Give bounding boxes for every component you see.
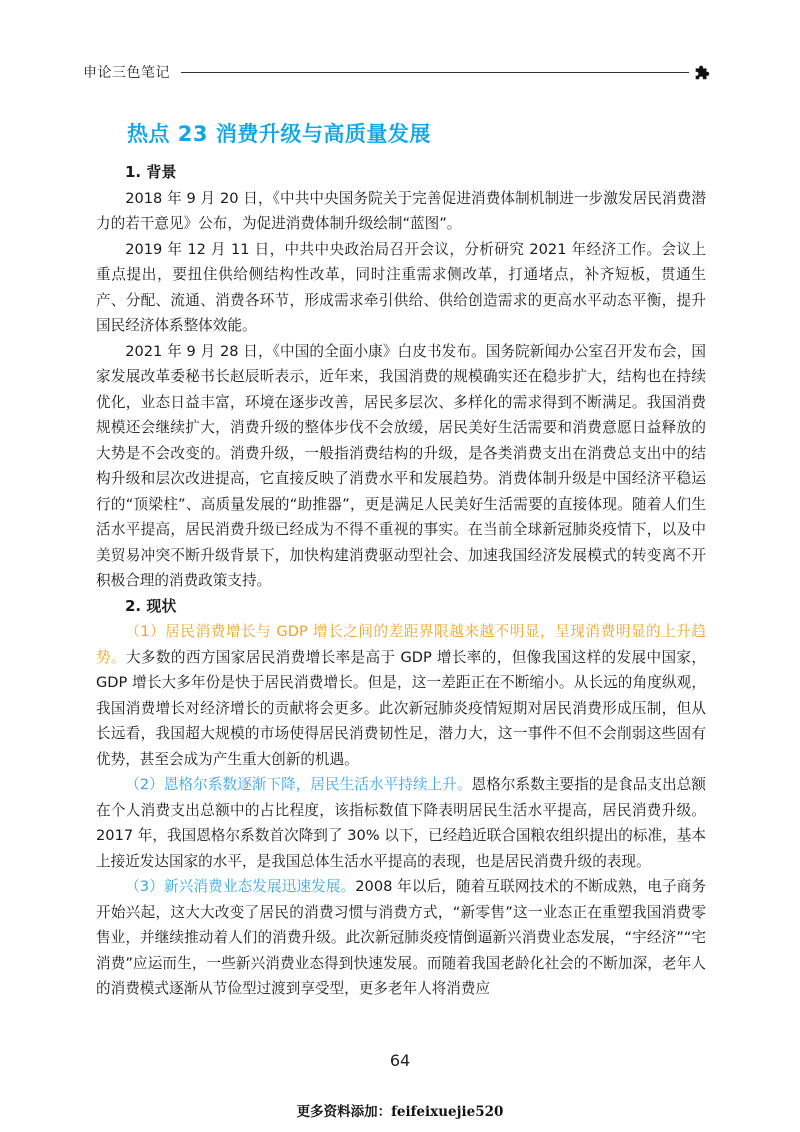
status-item-2-highlight: （2）恩格尔系数逐渐下降，居民生活水平持续上升。 [125,776,472,793]
status-item-1-highlight: （1）居民消费增长与 GDP 增长之间的差距界限越来越不明显，呈现消费明显的上升趋势。 [96,623,706,666]
section-heading-background: 1. 背景 [125,163,177,181]
footer-note: 更多资料添加：feifeixuejie520 [296,1104,504,1120]
status-item-1 [96,619,706,772]
paragraph: 2019 年 12 月 11 日，中共中央政治局召开会议，分析研究 2021 年经济工作。会议上重点提出，要扭住供给侧结构性改革，同时注重需求侧改革，打通堵点，补齐短板，贯通生产、分配、流通、消费各环节，形成需求牵引供给、供给创造需求的更高水平动态平衡，提升国民经济体系整体效能。 [96,240,706,334]
puzzle-icon [693,63,711,81]
status-item-3-highlight: （3）新兴消费业态发展迅速发展。 [125,878,356,895]
page-number: 64 [389,1051,411,1070]
status-item-1-text: 大多数的西方国家居民消费增长率是高于 GDP 增长率的，但像我国这样的发展中国家，GDP 增长大多年份是快于居民消费增长。但是，这一差距正在不断缩小。从长远的角度纵观，我国消费增长对经济增长的贡献将会更多。此次新冠肺炎疫情短期对居民消费形成压制，但从长远看，我国超大规模的市场使得居民消费韧性足，潜力大，这一事件不但不会削弱这些固有优势，甚至会成为产生重大创新的机遇。 [96,648,706,768]
header-title: 申论三色笔记 [83,65,170,81]
paragraph: 2021 年 9 月 28 日，《中国的全面小康》白皮书发布。国务院新闻办公室召开发布会，国家发展改革委秘书长赵辰昕表示，近年来，我国消费的规模确实还在稳步扩大，结构也在持续优化，业态日益丰富，环境在逐步改善，居民多层次、多样化的需求得到不断满足。我国消费规模还会继续扩大，消费升级的整体步伐不会放缓，居民美好生活需要和消费意愿日益释放的大势是不会改变的。消费升级，一般指消费结构的升级，是各类消费支出在消费总支出中的结构升级和层次改进提高，它直接反映了消费水平和发展趋势。消费体制升级是中国经济平稳运行的“顶梁柱”、高质量发展的“助推器”，更是满足人民美好生活需要的直接体现。随着人们生活水平提高，居民消费升级已经成为不得不重视的事实。在当前全球新冠肺炎疫情下，以及中美贸易冲突不断升级背景下，加快构建消费驱动型社会、加速我国经济发展模式的转变离不开积极合理的消费政策支持。 [96,342,706,589]
status-item-2-text: 恩格尔系数主要指的是食品支出总额在个人消费支出总额中的占比程度，该指标数值下降表明居民生活水平提高，居民消费升级。2017 年，我国恩格尔系数首次降到了 30% 以下，已经趋近联合国粮农组织提出的标准，基本上接近发达国家的水平，是我国总体生活水平提高的表现，也是居民消费升级的表现。 [96,776,706,870]
status-item-2 [96,772,706,874]
section-heading-status: 2. 现状 [125,596,177,615]
status-item-3 [96,874,706,1002]
paragraph: 2018 年 9 月 20 日，《中共中央国务院关于完善促进消费体制机制进一步激发居民消费潜力的若干意见》公布，为促进消费体制升级绘制“蓝图”。 [96,189,706,232]
page-title: 热点 23 消费升级与高质量发展 [127,122,431,146]
page-header [83,60,711,84]
article-body [96,160,706,1002]
header-rule [181,72,689,73]
status-item-3-text: 2008 年以后，随着互联网技术的不断成熟，电子商务开始兴起，这大大改变了居民的消费习惯与消费方式，“新零售”这一业态正在重塑我国消费零售业，并继续推动着人们的消费升级。此次新冠肺炎疫情倒逼新兴消费业态发展，“宇经济”“宅消费”应运而生，一些新兴消费业态得到快速发展。而随着我国老龄化社会的不断加深，老年人的消费模式逐渐从节俭型过渡到享受型，更多老年人将消费应 [96,878,706,997]
